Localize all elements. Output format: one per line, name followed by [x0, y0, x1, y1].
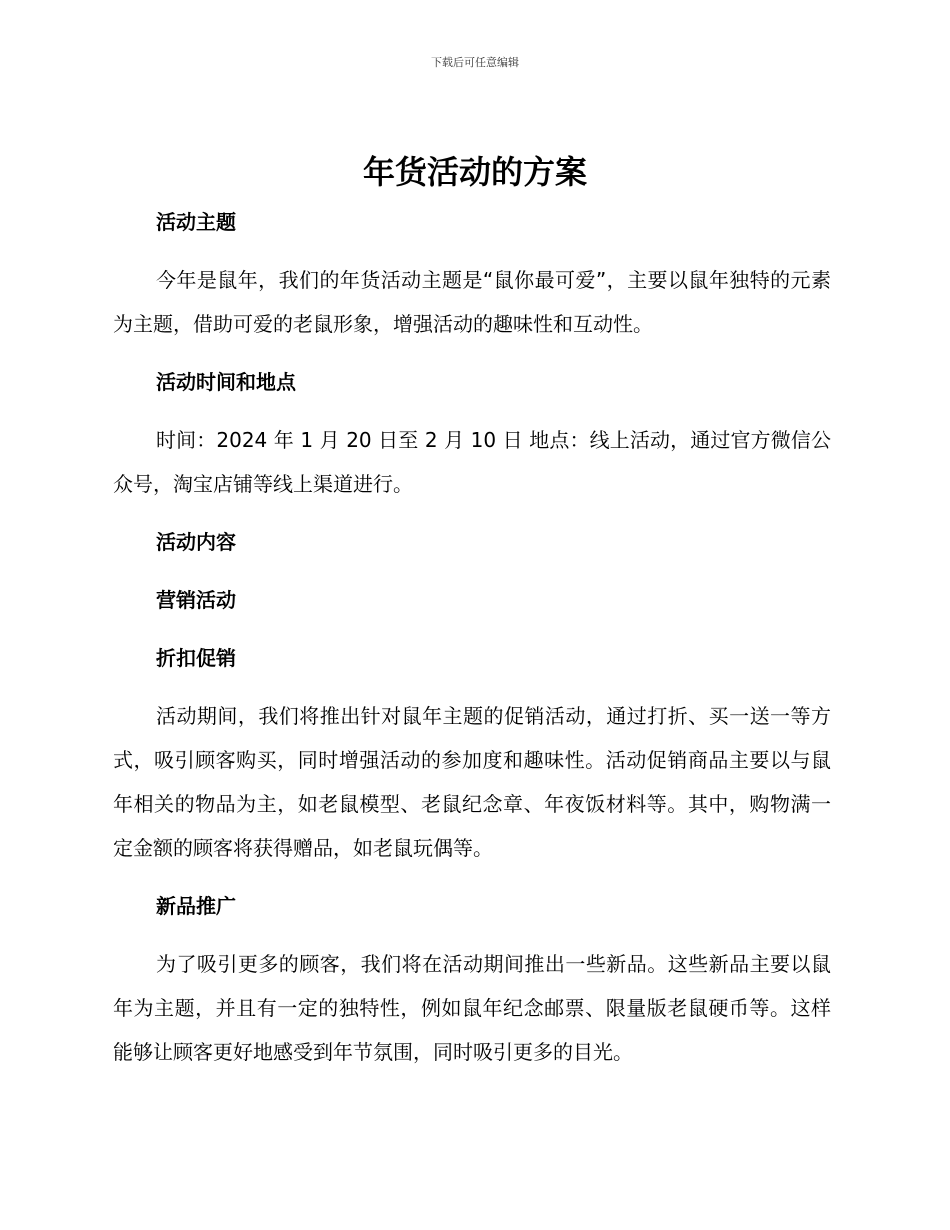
section-heading-marketing: 营销活动 — [156, 588, 236, 612]
page-header-note: 下载后可任意编辑 — [431, 56, 519, 69]
section-heading-discount: 折扣促销 — [156, 646, 236, 670]
paragraph-new-products: 为了吸引更多的顾客，我们将在活动期间推出一些新品。这些新品主要以鼠年为主题，并且有一定的独特性，例如鼠年纪念邮票、限量版老鼠硬币等。这样能够让顾客更好地感受到年节氛围，同时吸引更多的目光。 — [113, 952, 831, 1064]
paragraph-theme: 今年是鼠年，我们的年货活动主题是“鼠你最可爱”，主要以鼠年独特的元素为主题，借助可爱的老鼠形象，增强活动的趣味性和互动性。 — [113, 268, 831, 336]
document-body — [113, 200, 831, 1088]
section-heading-new-products: 新品推广 — [156, 894, 236, 918]
section-heading-theme: 活动主题 — [156, 210, 236, 234]
paragraph-discount: 活动期间，我们将推出针对鼠年主题的促销活动，通过打折、买一送一等方式，吸引顾客购买，同时增强活动的参加度和趣味性。活动促销商品主要以与鼠年相关的物品为主，如老鼠模型、老鼠纪念章、年夜饭材料等。其中，购物满一定金额的顾客将获得赠品，如老鼠玩偶等。 — [113, 704, 831, 860]
document-title: 年货活动的方案 — [362, 153, 587, 191]
section-heading-content: 活动内容 — [156, 530, 236, 554]
paragraph-time-place: 时间：2024 年 1 月 20 日至 2 月 10 日 地点：线上活动，通过官方微信公众号，淘宝店铺等线上渠道进行。 — [113, 428, 831, 496]
section-heading-time-place: 活动时间和地点 — [156, 370, 296, 394]
